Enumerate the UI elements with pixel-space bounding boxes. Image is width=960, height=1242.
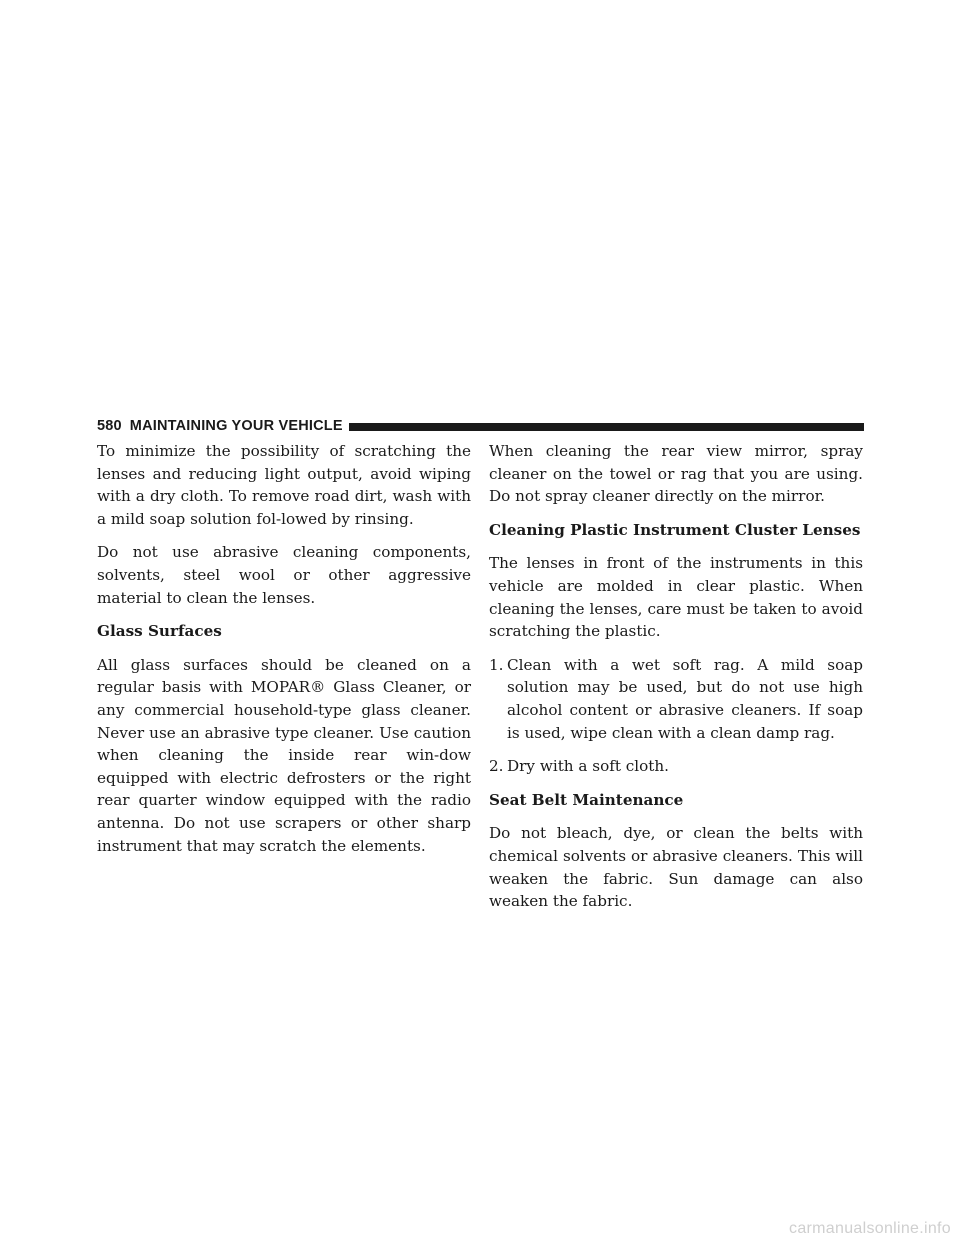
paragraph-lens-wiping: To minimize the possibility of scratching the lenses and reducing light output, avoid wiping with a dry cloth. To remove road dirt, wash with a mild soap solution fol-lowed by rinsing. bbox=[97, 442, 471, 528]
page-number: 580 bbox=[97, 417, 122, 434]
watermark: carmanualsonline.info bbox=[789, 1220, 951, 1237]
right-column bbox=[489, 440, 863, 924]
list-number: 2. bbox=[489, 757, 504, 776]
list-number: 1. bbox=[489, 655, 504, 674]
list-text: Dry with a soft cloth. bbox=[507, 757, 670, 776]
paragraph-glass-cleaning: All glass surfaces should be cleaned on a regular basis with MOPAR® Glass Cleaner, or any commercial household-type glass cleaner. Never use an abrasive type cleaner. Use caution when cleaning the inside rear win-dow equipped with electric defrosters or the right rear quarter window equipped with the radio antenna. Do not use scrapers or other sharp instrument that may scratch the elements. bbox=[97, 655, 471, 855]
paragraph-abrasive-warning: Do not use abrasive cleaning components, solvents, steel wool or other aggressive material to clean the lenses. bbox=[97, 543, 471, 607]
paragraph-plastic-lenses: The lenses in front of the instruments in this vehicle are molded in clear plastic. When cleaning the lenses, care must be taken to avoid scratching the plastic. bbox=[489, 554, 863, 641]
paragraph-seat-belt-care: Do not bleach, dye, or clean the belts with chemical solvents or abrasive cleaners. This will weaken the fabric. Sun damage can also weaken the fabric. bbox=[489, 824, 863, 911]
heading-glass-surfaces: Glass Surfaces bbox=[97, 622, 222, 641]
heading-seat-belt-maintenance: Seat Belt Maintenance bbox=[489, 790, 684, 809]
left-column bbox=[97, 440, 471, 868]
list-text: Clean with a wet soft rag. A mild soap solution may be used, but do not use high alcohol content or abrasive cleaners. If soap is used, wipe clean with a clean damp rag. bbox=[507, 655, 863, 742]
paragraph-mirror-cleaning: When cleaning the rear view mirror, spray cleaner on the towel or rag that you are using. Do not spray cleaner directly on the mirror. bbox=[489, 442, 863, 506]
list-item bbox=[489, 654, 863, 744]
section-title: MAINTAINING YOUR VEHICLE bbox=[129, 417, 343, 434]
page-header bbox=[97, 416, 864, 435]
list-item bbox=[489, 755, 863, 778]
header-rule bbox=[349, 423, 864, 431]
heading-plastic-lenses: Cleaning Plastic Instrument Cluster Lenses bbox=[489, 520, 861, 539]
